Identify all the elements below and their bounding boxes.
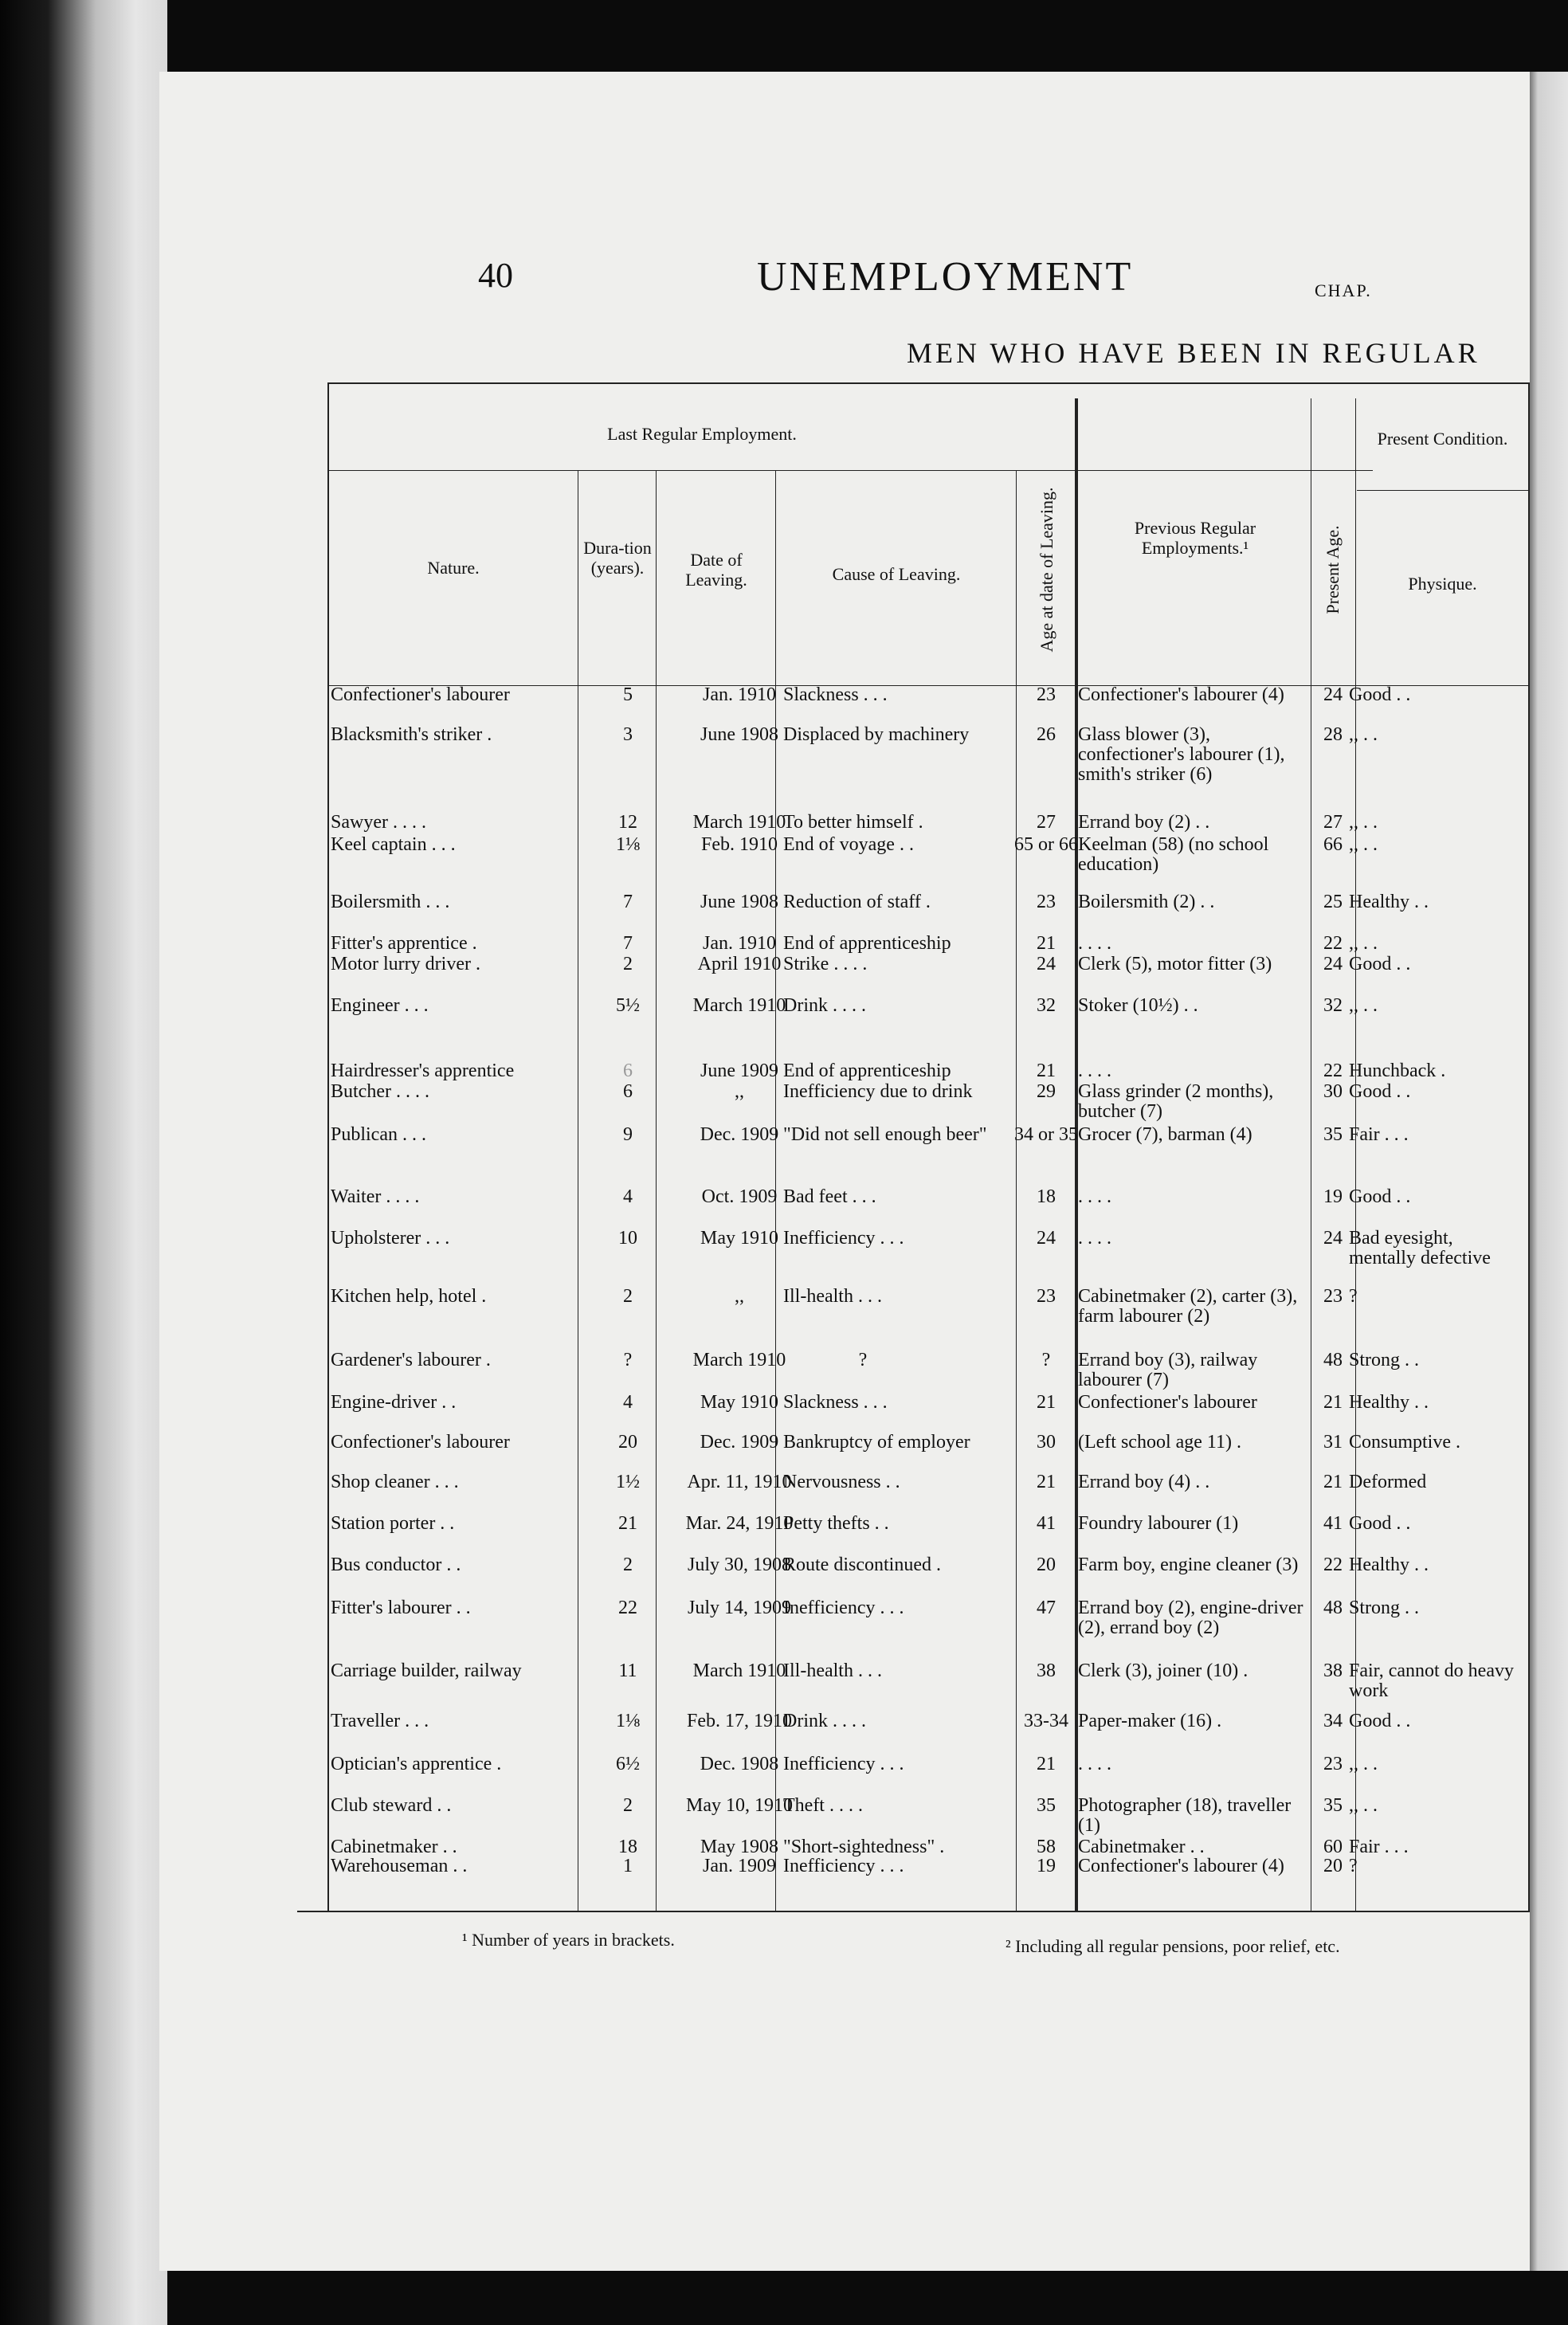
present-age-cell: 66 [1323, 834, 1343, 855]
previous-cell: Errand boy (4) . . [1078, 1472, 1210, 1492]
previous-cell: Foundry labourer (1) [1078, 1513, 1239, 1534]
previous-cell: Glass grinder (2 months), butcher (7) [1078, 1081, 1274, 1122]
cause-cell: Inefficiency . . . [783, 1856, 904, 1876]
cause-cell: To better himself . [783, 812, 923, 833]
physique-cell: Bad eyesight, mentally defective [1349, 1228, 1491, 1268]
duration-cell: 1 [623, 1856, 633, 1876]
duration-cell: 2 [623, 1795, 633, 1816]
present-age-cell: 34 [1323, 1711, 1343, 1731]
cause-cell: Ill-health . . . [783, 1286, 882, 1307]
physique-cell: Fair . . . [1349, 1837, 1409, 1857]
duration-cell: ? [623, 1350, 633, 1370]
previous-cell: Photographer (18), traveller (1) [1078, 1795, 1292, 1836]
physique-cell: Fair . . . [1349, 1124, 1409, 1145]
age-cell: 24 [1037, 954, 1056, 974]
physique-cell: Healthy . . [1349, 1555, 1429, 1575]
age-cell: 21 [1037, 933, 1056, 954]
age-cell: 34 or 35 [1014, 1124, 1078, 1145]
previous-cell: Farm boy, engine cleaner (3) [1078, 1555, 1299, 1575]
physique-cell: ,, . . [1349, 724, 1378, 745]
date-cell: May 1910 [700, 1392, 778, 1413]
previous-cell: . . . . [1078, 1061, 1111, 1081]
present-age-cell: 35 [1323, 1124, 1343, 1145]
previous-cell: Errand boy (2), engine-driver (2), errand boy (2) [1078, 1598, 1303, 1638]
age-cell: 18 [1037, 1186, 1056, 1207]
group-last-regular-employment-header: Last Regular Employment. [607, 424, 797, 444]
cause-cell: Bankruptcy of employer [783, 1432, 970, 1453]
physique-cell: ,, . . [1349, 1754, 1378, 1774]
footnote-regular-pensions: ² Including all regular pensions, poor relief, etc. [1005, 1936, 1340, 1956]
age-cell: 23 [1037, 892, 1056, 912]
present-age-cell: 24 [1323, 1228, 1343, 1249]
present-age-cell: 28 [1323, 724, 1343, 745]
duration-cell: 21 [618, 1513, 637, 1534]
present-age-cell: 19 [1323, 1186, 1343, 1207]
age-cell: 38 [1037, 1660, 1056, 1681]
duration-cell: 2 [623, 1286, 633, 1307]
age-cell: 27 [1037, 812, 1056, 833]
duration-cell: 12 [618, 812, 637, 833]
physique-cell: ,, . . [1349, 834, 1378, 855]
previous-cell: Paper-maker (16) . [1078, 1711, 1222, 1731]
physique-cell: Good . . [1349, 1513, 1411, 1534]
previous-cell: Cabinetmaker (2), carter (3), farm labourer (2) [1078, 1286, 1298, 1327]
previous-cell: Clerk (3), joiner (10) . [1078, 1660, 1249, 1681]
physique-cell: ,, . . [1349, 995, 1378, 1016]
age-cell: 47 [1037, 1598, 1056, 1618]
nature-cell: Engineer . . . [331, 995, 429, 1016]
date-cell: June 1909 [700, 1061, 778, 1081]
date-cell: Dec. 1909 [700, 1432, 779, 1453]
duration-cell: 22 [618, 1598, 637, 1618]
date-cell: Jan. 1910 [703, 933, 776, 954]
nature-cell: Carriage builder, railway [331, 1660, 522, 1681]
nature-cell: Sawyer . . . . [331, 812, 426, 833]
date-cell: July 14, 1909 [687, 1598, 791, 1618]
present-age-cell: 23 [1323, 1754, 1343, 1774]
physique-cell: Healthy . . [1349, 1392, 1429, 1413]
cause-cell: End of apprenticeship [783, 1061, 951, 1081]
date-cell: March 1910 [692, 995, 786, 1016]
group-present-condition-header: Present Condition. [1377, 429, 1508, 449]
date-cell: March 1910 [692, 812, 786, 833]
cause-cell: Inefficiency due to drink [783, 1081, 973, 1102]
nature-column-header: Nature. [427, 558, 480, 578]
nature-cell: Motor lurry driver . [331, 954, 480, 974]
nature-cell: Confectioner's labourer [331, 684, 510, 705]
previous-cell: Errand boy (3), railway labourer (7) [1078, 1350, 1258, 1390]
present-age-cell: 27 [1323, 812, 1343, 833]
cause-cell: End of apprenticeship [783, 933, 951, 954]
physique-cell: Good . . [1349, 684, 1411, 705]
nature-cell: Boilersmith . . . [331, 892, 450, 912]
previous-cell: Keelman (58) (no school education) [1078, 834, 1269, 875]
running-title: UNEMPLOYMENT [757, 254, 1134, 300]
age-cell: 19 [1037, 1856, 1056, 1876]
physique-cell: Healthy . . [1349, 892, 1429, 912]
cause-cell: Inefficiency . . . [783, 1598, 904, 1618]
age-cell: 58 [1037, 1837, 1056, 1857]
present-age-cell: 24 [1323, 684, 1343, 705]
age-cell: 21 [1037, 1392, 1056, 1413]
previous-cell: Grocer (7), barman (4) [1078, 1124, 1252, 1145]
previous-employments-column-header: Previous Regular Employments.¹ [1134, 518, 1256, 559]
present-age-cell: 35 [1323, 1795, 1343, 1816]
date-cell: March 1910 [692, 1660, 786, 1681]
cause-cell: Inefficiency . . . [783, 1228, 904, 1249]
nature-cell: Confectioner's labourer [331, 1432, 510, 1453]
cause-cell: Displaced by machinery [783, 724, 970, 745]
nature-cell: Bus conductor . . [331, 1555, 461, 1575]
nature-cell: Publican . . . [331, 1124, 426, 1145]
duration-column-header: Dura-tion (years). [583, 538, 652, 578]
date-cell: Jan. 1909 [703, 1856, 776, 1876]
duration-cell: 5½ [616, 995, 640, 1016]
physique-cell: ? [1349, 1286, 1358, 1307]
nature-cell: Club steward . . [331, 1795, 452, 1816]
nature-cell: Fitter's labourer . . [331, 1598, 471, 1618]
age-cell: 24 [1037, 1228, 1056, 1249]
present-age-cell: 38 [1323, 1660, 1343, 1681]
previous-cell: Glass blower (3), confectioner's labourer (1), smith's striker (6) [1078, 724, 1285, 785]
duration-cell: 2 [623, 1555, 633, 1575]
cause-cell: Inefficiency . . . [783, 1754, 904, 1774]
duration-cell: 2 [623, 954, 633, 974]
age-cell: 26 [1037, 724, 1056, 745]
duration-cell: 18 [618, 1837, 637, 1857]
duration-cell: 6½ [616, 1754, 640, 1774]
duration-cell: 1⅛ [616, 1711, 640, 1731]
previous-cell: Confectioner's labourer (4) [1078, 1856, 1284, 1876]
age-cell: 23 [1037, 684, 1056, 705]
cause-cell: Slackness . . . [783, 1392, 888, 1413]
present-age-cell: 48 [1323, 1598, 1343, 1618]
table-title: MEN WHO HAVE BEEN IN REGULAR [907, 337, 1480, 369]
age-cell: 21 [1037, 1754, 1056, 1774]
date-cell: Oct. 1909 [701, 1186, 778, 1207]
age-cell: 41 [1037, 1513, 1056, 1534]
present-age-cell: 21 [1323, 1392, 1343, 1413]
cause-cell: Drink . . . . [783, 1711, 866, 1731]
age-cell: 33-34 [1024, 1711, 1068, 1731]
date-cell: Dec. 1909 [700, 1124, 779, 1145]
nature-cell: Traveller . . . [331, 1711, 429, 1731]
present-age-cell: 31 [1323, 1432, 1343, 1453]
physique-cell: Strong . . [1349, 1598, 1420, 1618]
duration-cell: 5 [623, 684, 633, 705]
cause-cell: ? [858, 1350, 868, 1370]
present-age-column-header: Present Age. [1323, 525, 1343, 614]
cause-cell: Ill-health . . . [783, 1660, 882, 1681]
physique-cell: Good . . [1349, 954, 1411, 974]
present-age-cell: 41 [1323, 1513, 1343, 1534]
cause-cell: Nervousness . . [783, 1472, 900, 1492]
cause-cell: Reduction of staff . [783, 892, 931, 912]
previous-cell: . . . . [1078, 1754, 1111, 1774]
date-cell: April 1910 [697, 954, 782, 974]
age-cell: 35 [1037, 1795, 1056, 1816]
nature-cell: Hairdresser's apprentice [331, 1061, 515, 1081]
nature-cell: Gardener's labourer . [331, 1350, 491, 1370]
physique-cell: ,, . . [1349, 812, 1378, 833]
date-cell: May 10, 1910 [686, 1795, 793, 1816]
date-cell: Feb. 1910 [701, 834, 778, 855]
age-cell: ? [1041, 1350, 1051, 1370]
date-cell: March 1910 [692, 1350, 786, 1370]
previous-cell: Errand boy (2) . . [1078, 812, 1210, 833]
date-cell: Dec. 1908 [700, 1754, 779, 1774]
physique-cell: Good . . [1349, 1711, 1411, 1731]
physique-column-header: Physique. [1408, 574, 1477, 594]
date-cell: ,, [735, 1081, 744, 1102]
duration-cell: 9 [623, 1124, 633, 1145]
previous-cell: . . . . [1078, 1186, 1111, 1207]
present-age-cell: 22 [1323, 933, 1343, 954]
present-age-cell: 25 [1323, 892, 1343, 912]
duration-cell: 4 [623, 1186, 633, 1207]
present-age-cell: 22 [1323, 1555, 1343, 1575]
previous-cell: Confectioner's labourer [1078, 1392, 1257, 1413]
physique-cell: ? [1349, 1856, 1358, 1876]
cause-cell: Slackness . . . [783, 684, 888, 705]
duration-cell: 7 [623, 933, 633, 954]
nature-cell: Optician's apprentice . [331, 1754, 502, 1774]
age-cell: 30 [1037, 1432, 1056, 1453]
date-cell: July 30, 1908 [687, 1555, 791, 1575]
present-age-cell: 23 [1323, 1286, 1343, 1307]
nature-cell: Cabinetmaker . . [331, 1837, 457, 1857]
age-cell: 32 [1037, 995, 1056, 1016]
cause-cell: Theft . . . . [783, 1795, 863, 1816]
nature-cell: Warehouseman . . [331, 1856, 468, 1876]
nature-cell: Engine-driver . . [331, 1392, 457, 1413]
physique-cell: Hunchback . [1349, 1061, 1446, 1081]
age-cell: 23 [1037, 1286, 1056, 1307]
physique-cell: ,, . . [1349, 1795, 1378, 1816]
date-cell: June 1908 [700, 724, 778, 745]
nature-cell: Keel captain . . . [331, 834, 456, 855]
date-cell: Apr. 11, 1910 [687, 1472, 792, 1492]
physique-cell: Consumptive . [1349, 1432, 1461, 1453]
cause-cell: Petty thefts . . [783, 1513, 889, 1534]
duration-cell: 1½ [616, 1472, 640, 1492]
nature-cell: Blacksmith's striker . [331, 724, 492, 745]
date-cell: May 1910 [700, 1228, 778, 1249]
cause-cell: "Short-sightedness" . [783, 1837, 945, 1857]
duration-cell: 10 [618, 1228, 637, 1249]
physique-cell: Fair, cannot do heavy work [1349, 1660, 1514, 1701]
present-age-cell: 48 [1323, 1350, 1343, 1370]
physique-cell: Strong . . [1349, 1350, 1420, 1370]
date-of-leaving-column-header: Date of Leaving. [685, 550, 747, 590]
nature-cell: Butcher . . . . [331, 1081, 429, 1102]
physique-cell: Good . . [1349, 1186, 1411, 1207]
duration-cell: 6 [623, 1081, 633, 1102]
physique-cell: Good . . [1349, 1081, 1411, 1102]
cause-cell: "Did not sell enough beer" [783, 1124, 987, 1145]
cause-of-leaving-column-header: Cause of Leaving. [832, 564, 961, 584]
cause-cell: Bad feet . . . [783, 1186, 876, 1207]
previous-cell: (Left school age 11) . [1078, 1432, 1242, 1453]
age-cell: 20 [1037, 1555, 1056, 1575]
duration-cell: 7 [623, 892, 633, 912]
nature-cell: Waiter . . . . [331, 1186, 420, 1207]
age-cell: 21 [1037, 1472, 1056, 1492]
employment-table [297, 382, 1530, 1912]
physique-cell: ,, . . [1349, 933, 1378, 954]
date-cell: Mar. 24, 1910 [685, 1513, 794, 1534]
cause-cell: Drink . . . . [783, 995, 866, 1016]
previous-cell: Cabinetmaker . . [1078, 1837, 1205, 1857]
previous-cell: Clerk (5), motor fitter (3) [1078, 954, 1272, 974]
physique-cell: Deformed [1349, 1472, 1427, 1492]
date-cell: June 1908 [700, 892, 778, 912]
present-age-cell: 24 [1323, 954, 1343, 974]
previous-cell: . . . . [1078, 1228, 1111, 1249]
book-spine-shadow [0, 0, 167, 2325]
age-at-leaving-column-header: Age at date of Leaving. [1037, 487, 1056, 653]
previous-cell: Confectioner's labourer (4) [1078, 684, 1284, 705]
nature-cell: Upholsterer . . . [331, 1228, 450, 1249]
duration-cell: 3 [623, 724, 633, 745]
present-age-cell: 22 [1323, 1061, 1343, 1081]
nature-cell: Kitchen help, hotel . [331, 1286, 487, 1307]
duration-cell: 4 [623, 1392, 633, 1413]
footnote-years-in-brackets: ¹ Number of years in brackets. [462, 1930, 675, 1950]
previous-cell: Stoker (10½) . . [1078, 995, 1198, 1016]
duration-cell: 6 [623, 1061, 633, 1081]
nature-cell: Fitter's apprentice . [331, 933, 477, 954]
date-cell: May 1908 [700, 1837, 778, 1857]
present-age-cell: 20 [1323, 1856, 1343, 1876]
date-cell: ,, [735, 1286, 744, 1307]
previous-cell: Boilersmith (2) . . [1078, 892, 1215, 912]
nature-cell: Shop cleaner . . . [331, 1472, 459, 1492]
cause-cell: Route discontinued . [783, 1555, 941, 1575]
duration-cell: 20 [618, 1432, 637, 1453]
cause-cell: Strike . . . . [783, 954, 868, 974]
present-age-cell: 30 [1323, 1081, 1343, 1102]
date-cell: Feb. 17, 1910 [687, 1711, 792, 1731]
age-cell: 21 [1037, 1061, 1056, 1081]
present-age-cell: 32 [1323, 995, 1343, 1016]
previous-cell: . . . . [1078, 933, 1111, 954]
age-cell: 29 [1037, 1081, 1056, 1102]
duration-cell: 11 [618, 1660, 637, 1681]
chapter-abbrev: CHAP. [1315, 280, 1372, 300]
present-age-cell: 60 [1323, 1837, 1343, 1857]
facing-page-edge [1530, 72, 1568, 2271]
date-cell: Jan. 1910 [703, 684, 776, 705]
nature-cell: Station porter . . [331, 1513, 455, 1534]
page-number: 40 [478, 256, 513, 295]
cause-cell: End of voyage . . [783, 834, 914, 855]
duration-cell: 1⅛ [616, 834, 640, 855]
age-cell: 65 or 66 [1014, 834, 1078, 855]
present-age-cell: 21 [1323, 1472, 1343, 1492]
